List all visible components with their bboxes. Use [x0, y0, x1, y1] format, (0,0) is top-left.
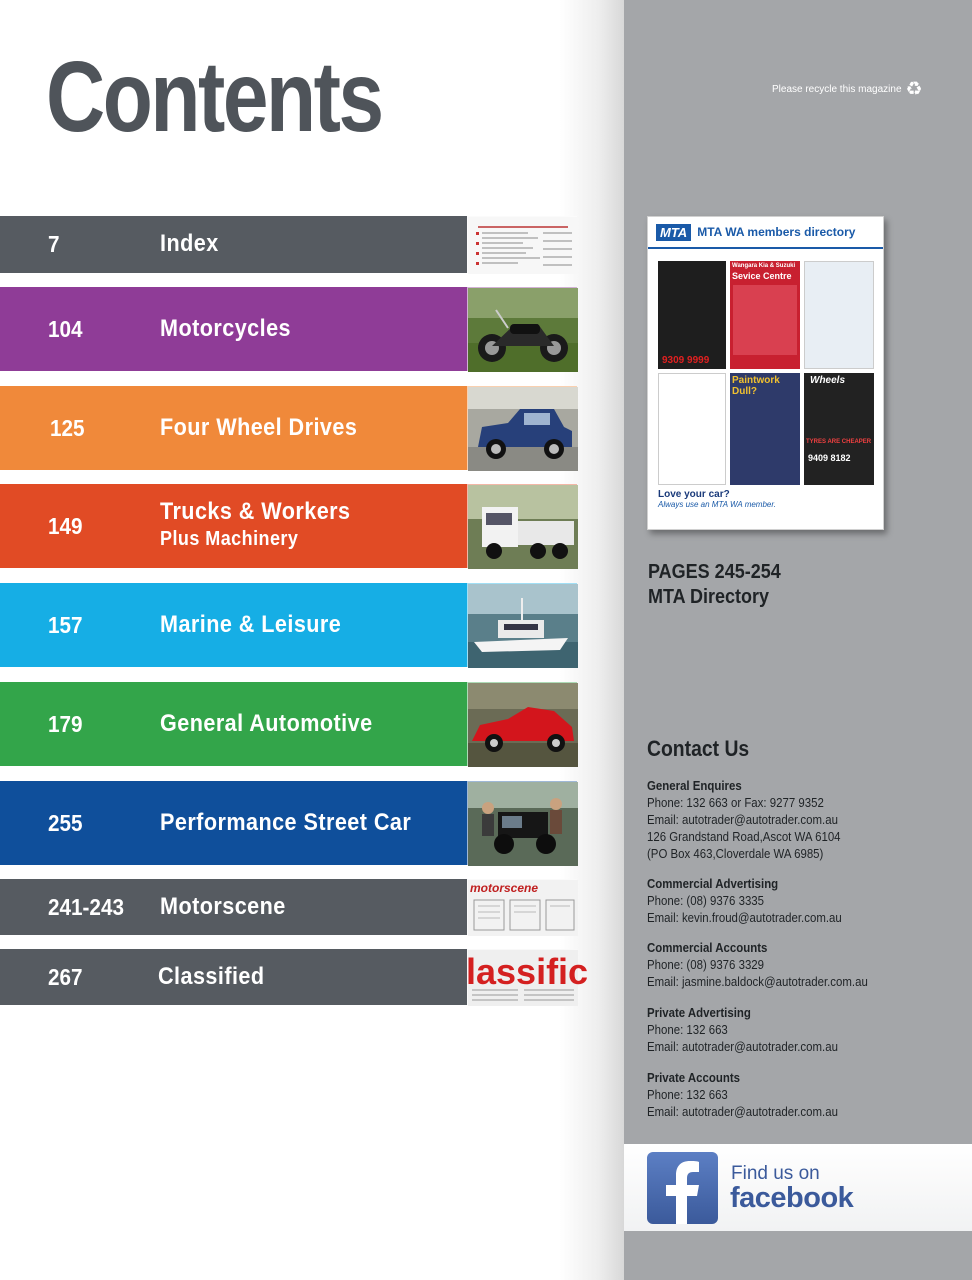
- pages-title: MTA Directory: [648, 586, 770, 608]
- section-label: Performance Street Car: [160, 808, 412, 836]
- contact-email[interactable]: Email: autotrader@autotrader.com.au: [647, 1104, 838, 1119]
- section-label: Motorscene: [160, 892, 286, 920]
- boat-photo: [467, 583, 577, 667]
- classified-thumbnail: [466, 949, 589, 1005]
- section-page-number: 241-243: [48, 893, 124, 920]
- contact-private-accounts: [647, 1069, 838, 1120]
- contact-email[interactable]: Email: autotrader@autotrader.com.au: [647, 1039, 838, 1054]
- recycle-text: Please recycle this magazine: [772, 84, 902, 95]
- ad-service-centre: [730, 261, 800, 369]
- section-performance-street-car[interactable]: [0, 781, 577, 865]
- red-car-photo: [467, 682, 577, 766]
- section-motorcycles[interactable]: [0, 287, 577, 371]
- contact-line: (PO Box 463,Cloverdale WA 6985): [647, 846, 824, 861]
- section-label: Motorcycles: [160, 314, 292, 342]
- cover-ad-grid: [658, 261, 874, 485]
- contact-line: Phone: (08) 9376 3335: [647, 893, 765, 908]
- four-wheel-drive-photo: [467, 386, 577, 470]
- recycle-icon: ♻: [905, 79, 923, 100]
- contact-line: Phone: 132 663: [647, 1022, 728, 1037]
- contact-heading: General Enquires: [647, 778, 742, 793]
- ad-wanneroo: [804, 261, 874, 369]
- section-label: Four Wheel Drives: [160, 413, 358, 441]
- ad-wheels: [804, 373, 874, 485]
- contact-email[interactable]: Email: kevin.froud@autotrader.com.au: [647, 910, 842, 925]
- contact-line: Phone: 132 663 or Fax: 9277 9352: [647, 795, 824, 810]
- cover-tagline: [658, 489, 776, 509]
- contact-heading: Commercial Accounts: [647, 940, 768, 955]
- ad-wheels-phone: 9409 8182: [808, 453, 851, 463]
- section-page-number: 149: [48, 512, 83, 539]
- mta-logo: MTA: [656, 224, 691, 241]
- contact-commercial-advertising: [647, 875, 842, 926]
- contact-private-advertising: [647, 1004, 838, 1055]
- contact-email[interactable]: Email: autotrader@autotrader.com.au: [647, 812, 838, 827]
- contact-line: Phone: 132 663: [647, 1087, 728, 1102]
- contact-email[interactable]: Email: jasmine.baldock@autotrader.com.au: [647, 974, 868, 989]
- contact-us-heading: Contact Us: [647, 736, 750, 761]
- cover-tagline-line2: Always use an MTA WA member.: [658, 500, 776, 509]
- facebook-find-text: Find us on: [731, 1163, 820, 1184]
- facebook-wordmark: facebook: [730, 1182, 854, 1214]
- section-label-sub: Plus Machinery: [160, 527, 299, 550]
- section-index[interactable]: [0, 216, 577, 273]
- section-label: [160, 498, 350, 551]
- section-label-main: Trucks & Workers: [160, 498, 351, 525]
- section-page-number: 255: [48, 809, 83, 836]
- contact-line: Phone: (08) 9376 3329: [647, 957, 765, 972]
- section-page-number: 179: [48, 710, 83, 737]
- section-classified[interactable]: [0, 949, 589, 1005]
- section-page-number: 125: [50, 414, 85, 441]
- ad-service-title: Sevice Centre: [732, 271, 792, 281]
- ad-paint-title: Paintwork Dull?: [732, 375, 780, 397]
- section-page-number: 7: [48, 231, 60, 257]
- ad-paintwork: [730, 373, 800, 485]
- contact-heading: Private Accounts: [647, 1070, 741, 1085]
- section-motorscene[interactable]: [0, 879, 577, 935]
- motorscene-thumbnail: [467, 879, 577, 935]
- truck-photo: [467, 484, 577, 568]
- contact-heading: Private Advertising: [647, 1005, 751, 1020]
- section-label: General Automotive: [160, 709, 373, 737]
- cover-header: [648, 217, 883, 249]
- ad-service-body: [733, 285, 797, 355]
- ad-wheels-title: Wheels: [810, 375, 846, 386]
- section-label: Marine & Leisure: [160, 610, 342, 638]
- ad-dealer: [658, 261, 726, 369]
- section-marine-leisure[interactable]: [0, 583, 577, 667]
- page-title: Contents: [46, 41, 382, 153]
- motorcycle-photo: [467, 287, 577, 371]
- contact-heading: Commercial Advertising: [647, 876, 779, 891]
- mta-directory-pages: [648, 560, 781, 610]
- ad-wangara-kia: Wangara Kia & Suzuki: [732, 263, 796, 269]
- cover-title: MTA WA members directory: [697, 225, 856, 239]
- contact-line: 126 Grandstand Road,Ascot WA 6104: [647, 829, 841, 844]
- cover-tagline-line1: Love your car?: [658, 489, 730, 500]
- ad-tyres-text: TYRES ARE CHEAPER: [806, 439, 872, 445]
- pages-range: PAGES 245-254: [648, 561, 781, 583]
- ad-dealer-phone: 9309 9999: [662, 355, 710, 366]
- motorscene-logo: motorscene: [470, 881, 539, 895]
- index-thumbnail: [467, 216, 577, 273]
- section-four-wheel-drives[interactable]: [0, 386, 577, 470]
- recycle-note: [772, 80, 923, 99]
- contact-commercial-accounts: [647, 939, 868, 990]
- classified-logo: lassific: [466, 951, 589, 992]
- section-label: Index: [160, 230, 219, 258]
- section-general-automotive[interactable]: [0, 682, 577, 766]
- contact-general-enquires: [647, 777, 841, 862]
- street-car-photo: [467, 781, 577, 865]
- mta-directory-cover[interactable]: [647, 216, 884, 530]
- ad-mitsubishi: [658, 373, 726, 485]
- facebook-icon[interactable]: [647, 1152, 718, 1224]
- section-page-number: 157: [48, 611, 83, 638]
- section-label: Classified: [158, 962, 265, 990]
- section-page-number: 267: [48, 963, 83, 990]
- section-page-number: 104: [48, 315, 83, 342]
- section-trucks-workers[interactable]: [0, 484, 577, 568]
